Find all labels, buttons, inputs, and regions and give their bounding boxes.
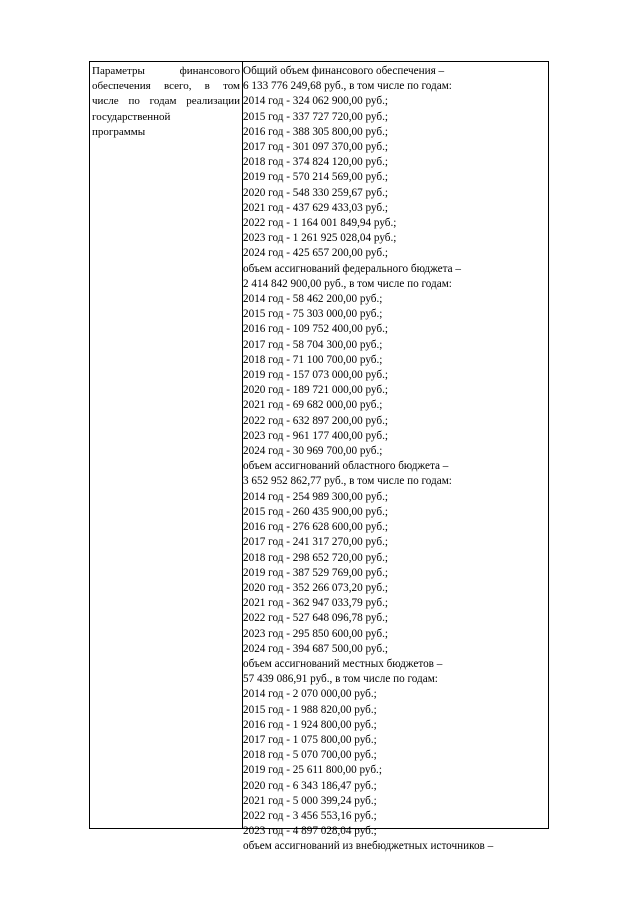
financing-line: 2 414 842 900,00 руб., в том числе по годам: — [243, 277, 452, 290]
financing-line: 2020 год - 352 266 073,20 руб.; — [243, 581, 388, 594]
financing-line: 2023 год - 4 897 028,04 руб.; — [243, 825, 377, 838]
financing-line: 2014 год - 2 070 000,00 руб.; — [243, 688, 377, 701]
financing-line: 2024 год - 30 969 700,00 руб.; — [243, 445, 383, 458]
financing-line: 2014 год - 58 462 200,00 руб.; — [243, 293, 383, 306]
parameter-label-line: числе по годам реализации — [92, 95, 240, 108]
financing-line: 2015 год - 75 303 000,00 руб.; — [243, 308, 383, 321]
financing-line: 2019 год - 157 073 000,00 руб.; — [243, 369, 388, 382]
parameter-label-line: государственной — [92, 110, 171, 123]
financing-values-cell — [243, 64, 547, 855]
parameter-label-cell — [92, 64, 240, 140]
financing-line: 2019 год - 570 214 569,00 руб.; — [243, 171, 388, 184]
financing-line: 2016 год - 388 305 800,00 руб.; — [243, 125, 388, 138]
financing-line: Общий объем финансового обеспечения – — [243, 65, 445, 77]
financing-line: 2016 год - 276 628 600,00 руб.; — [243, 521, 388, 534]
parameter-label-line: Параметры финансового — [92, 65, 240, 77]
financing-line: 2023 год - 961 177 400,00 руб.; — [243, 429, 388, 442]
financing-line: 2014 год - 254 989 300,00 руб.; — [243, 490, 388, 503]
financing-line: 2023 год - 1 261 925 028,04 руб.; — [243, 232, 397, 245]
financing-line: 2021 год - 362 947 033,79 руб.; — [243, 597, 388, 610]
financing-line: 57 439 086,91 руб., в том числе по годам: — [243, 673, 438, 686]
financing-line: объем ассигнований местных бюджетов – — [243, 657, 443, 670]
financing-line: 2015 год - 337 727 720,00 руб.; — [243, 110, 388, 123]
financing-line: 2022 год - 632 897 200,00 руб.; — [243, 414, 388, 427]
financing-line: 2016 год - 1 924 800,00 руб.; — [243, 718, 377, 731]
financing-line: 2017 год - 241 317 270,00 руб.; — [243, 536, 388, 549]
parameter-label-line: обеспечения всего, в том — [92, 80, 240, 93]
financing-line: 2021 год - 437 629 433,03 руб.; — [243, 201, 388, 214]
financing-line: 2021 год - 69 682 000,00 руб.; — [243, 399, 383, 412]
parameter-label-line: программы — [92, 125, 146, 138]
financing-line: 2019 год - 387 529 769,00 руб.; — [243, 566, 388, 579]
financing-line: 2022 год - 3 456 553,16 руб.; — [243, 809, 377, 822]
financing-line: 6 133 776 249,68 руб., в том числе по годам: — [243, 80, 452, 93]
financing-line: 2024 год - 394 687 500,00 руб.; — [243, 642, 388, 655]
financing-line: объем ассигнований областного бюджета – — [243, 460, 449, 473]
financing-line: 2016 год - 109 752 400,00 руб.; — [243, 323, 388, 336]
financing-line: 3 652 952 862,77 руб., в том числе по годам: — [243, 475, 452, 488]
financing-parameters-table — [89, 61, 549, 853]
financing-line: 2022 год - 1 164 001 849,94 руб.; — [243, 217, 397, 230]
financing-line: 2023 год - 295 850 600,00 руб.; — [243, 627, 388, 640]
financing-line: 2022 год - 527 648 096,78 руб.; — [243, 612, 388, 625]
financing-line: 2019 год - 25 611 800,00 руб.; — [243, 764, 382, 777]
financing-line: 2017 год - 58 704 300,00 руб.; — [243, 338, 383, 351]
financing-line: объем ассигнований федерального бюджета – — [243, 262, 461, 275]
financing-line: 2015 год - 1 988 820,00 руб.; — [243, 703, 377, 716]
financing-line: 2024 год - 425 657 200,00 руб.; — [243, 247, 388, 260]
financing-line: 2014 год - 324 062 900,00 руб.; — [243, 95, 388, 108]
financing-line: 2018 год - 298 652 720,00 руб.; — [243, 551, 388, 564]
financing-line: 2017 год - 1 075 800,00 руб.; — [243, 733, 377, 746]
financing-line: 2017 год - 301 097 370,00 руб.; — [243, 141, 388, 154]
financing-line: 2021 год - 5 000 399,24 руб.; — [243, 794, 377, 807]
financing-line: 2018 год - 5 070 700,00 руб.; — [243, 749, 377, 762]
financing-line: 2015 год - 260 435 900,00 руб.; — [243, 505, 388, 518]
financing-line: 2018 год - 374 824 120,00 руб.; — [243, 156, 388, 169]
financing-line: 2020 год - 548 330 259,67 руб.; — [243, 186, 388, 199]
financing-line: объем ассигнований из внебюджетных источников – — [243, 840, 494, 853]
financing-line: 2018 год - 71 100 700,00 руб.; — [243, 353, 383, 366]
financing-line: 2020 год - 189 721 000,00 руб.; — [243, 384, 388, 397]
financing-line: 2020 год - 6 343 186,47 руб.; — [243, 779, 377, 792]
